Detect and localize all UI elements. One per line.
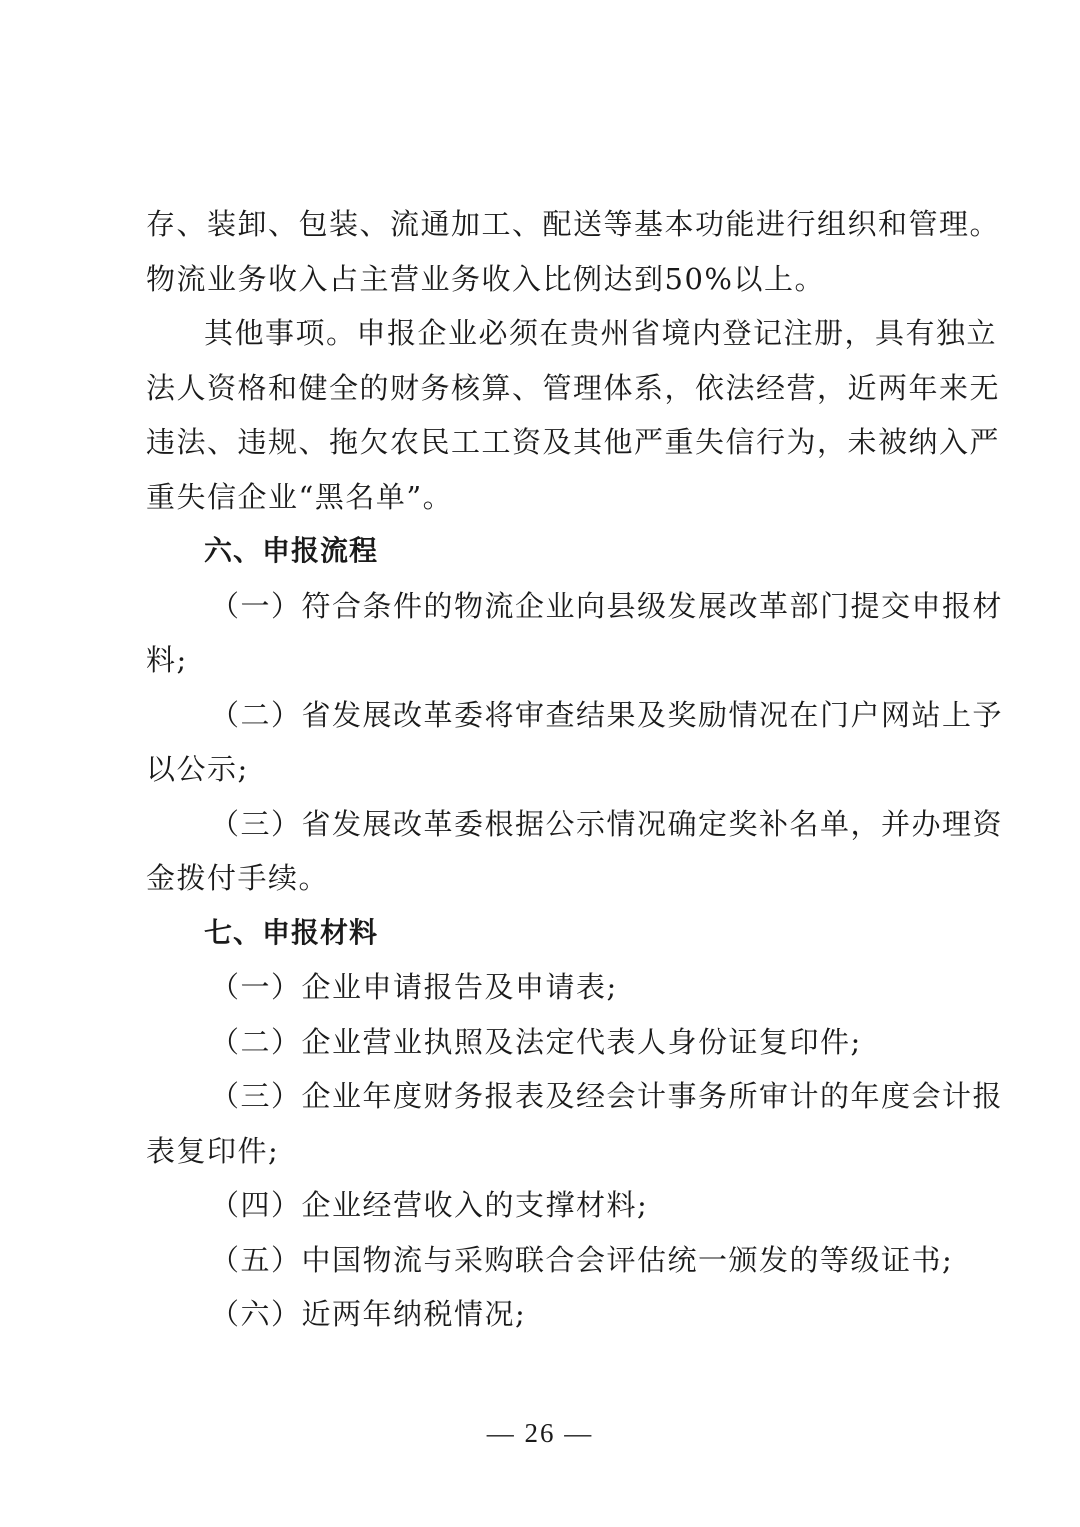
list-item: （二）省发展改革委将审查结果及奖励情况在门户网站上予 [210, 697, 1004, 732]
body-line: 存、装卸、包装、流通加工、配送等基本功能进行组织和管理。 [146, 207, 1001, 241]
list-item: （五）中国物流与采购联合会评估统一颁发的等级证书; [210, 1242, 954, 1277]
list-item-continuation: 以公示; [146, 752, 249, 786]
list-item-continuation: 表复印件; [146, 1133, 280, 1168]
list-item: （一）符合条件的物流企业向县级发展改革部门提交申报材 [210, 588, 1004, 623]
paragraph-other-matters: 其他事项。申报企业必须在贵州省境内登记注册，具有独立 [204, 316, 998, 350]
document-body [146, 197, 1004, 1342]
list-item: （六）近两年纳税情况; [210, 1297, 527, 1331]
section-heading-procedure: 六、申报流程 [204, 534, 379, 567]
list-item: （三）企业年度财务报表及经会计事务所审计的年度会计报 [210, 1079, 1004, 1113]
body-line: 物流业务收入占主营业务收入比例达到50%以上。 [146, 261, 825, 296]
page-number: — 26 — [486, 1418, 594, 1448]
body-line: 重失信企业“黑名单”。 [146, 479, 454, 514]
list-item: （三）省发展改革委根据公示情况确定奖补名单，并办理资 [210, 806, 1004, 841]
body-line: 违法、违规、拖欠农民工工资及其他严重失信行为，未被纳入严 [146, 425, 1001, 459]
section-heading-materials: 七、申报材料 [204, 915, 379, 949]
body-line: 法人资格和健全的财务核算、管理体系，依法经营，近两年来无 [146, 370, 1001, 405]
list-item: （二）企业营业执照及法定代表人身份证复印件; [210, 1024, 862, 1059]
list-item-continuation: 金拨付手续。 [146, 861, 330, 895]
list-item: （一）企业申请报告及申请表; [210, 970, 618, 1004]
list-item: （四）企业经营收入的支撑材料; [210, 1188, 649, 1222]
list-item-continuation: 料; [146, 643, 188, 677]
